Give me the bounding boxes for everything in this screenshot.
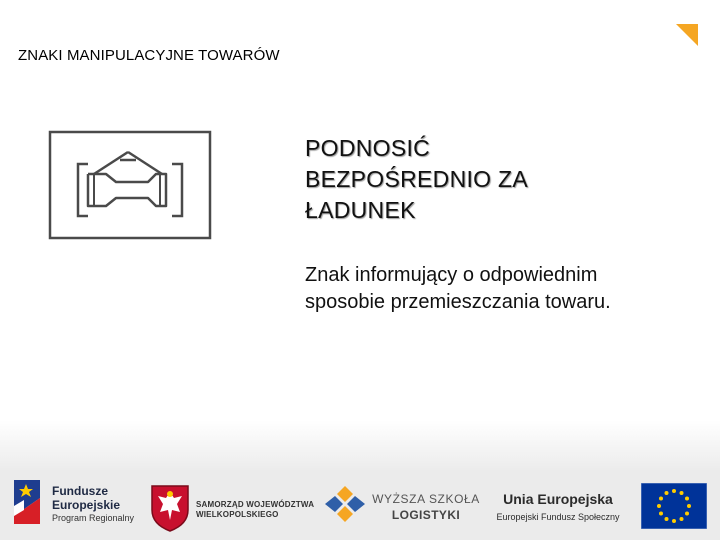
fe-line-small: Program Regionalny [52, 513, 135, 523]
wielkopolska-crest-icon [150, 484, 190, 532]
fe-line: Fundusze [52, 484, 108, 498]
wsl-line: LOGISTYKI [391, 508, 461, 522]
heading-line: PODNOSIĆ [305, 135, 431, 161]
heading-line: BEZPOŚREDNIO ZA [305, 166, 529, 192]
ue-line: Unia Europejska [503, 491, 613, 507]
samorzad-line: WIELKOPOLSKIEGO [196, 510, 279, 519]
slide-title: ZNAKI MANIPULACYJNE TOWARÓW [18, 47, 280, 64]
samorzad-text [196, 500, 314, 520]
sign-heading [305, 133, 605, 226]
samorzad-line: SAMORZĄD WOJEWÓDZTWA [196, 500, 315, 509]
fundusze-europejskie-text [52, 484, 134, 524]
description-line: sposobie przemieszczania towaru. [305, 291, 611, 313]
fe-line: Europejskie [52, 498, 121, 512]
ue-line: Europejski Fundusz Społeczny [496, 512, 620, 522]
description-line: Znak informujący o odpowiednim [305, 264, 598, 286]
lift-by-load-symbol-icon [48, 130, 212, 240]
footer-fade [0, 420, 720, 470]
sign-description [305, 262, 705, 316]
wsl-text [370, 491, 482, 523]
heading-line: ŁADUNEK [305, 197, 416, 223]
unia-europejska-text [488, 491, 628, 524]
corner-accent-triangle [676, 24, 698, 46]
fundusze-europejskie-logo-icon [10, 476, 44, 528]
wsl-logo-icon [325, 486, 365, 522]
eu-flag-icon [641, 483, 707, 529]
wsl-line: WYŻSZA SZKOŁA [372, 492, 480, 506]
